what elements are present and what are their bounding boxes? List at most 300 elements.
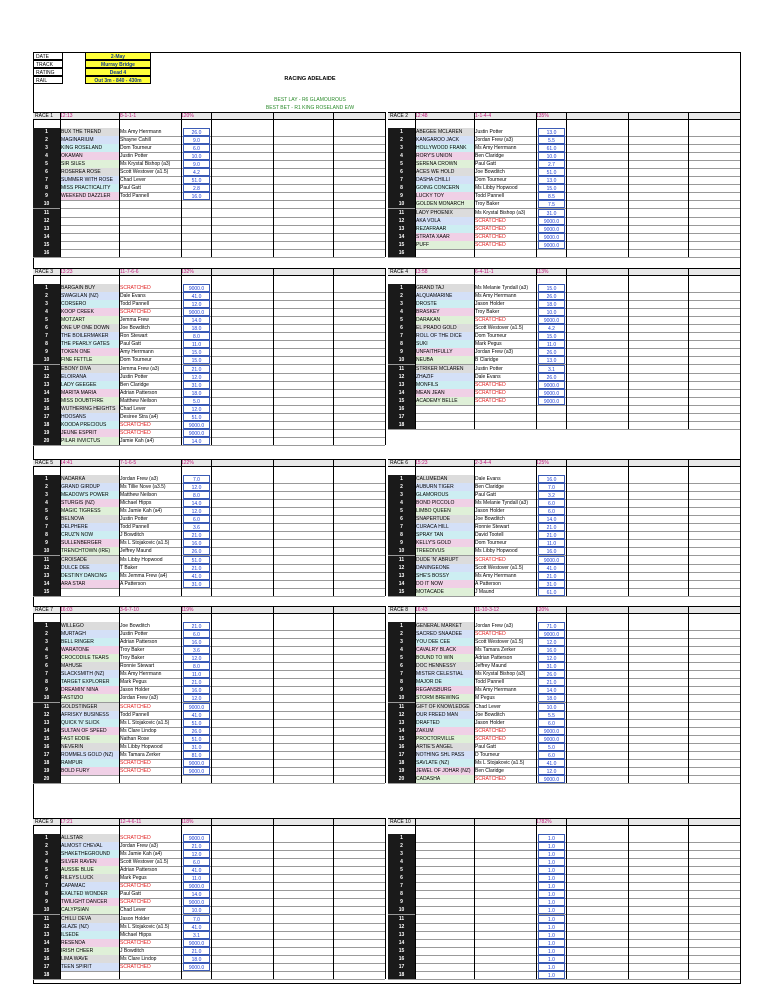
column-line: [415, 606, 416, 783]
jockey-name: Ms Amy Herrmann: [475, 293, 517, 300]
jockey-name: Ms Krystal Bishop (a3): [475, 671, 526, 678]
runner-number: 10: [388, 547, 415, 555]
race-percent: 120%: [181, 113, 194, 119]
runner-name: ARA STAR: [61, 580, 119, 588]
rating-label: RATING: [33, 68, 63, 76]
runner-name: MAGINARIUM: [61, 136, 119, 144]
column-line: [333, 268, 334, 445]
runner-number: 5: [388, 866, 415, 874]
runner-price: 18.0: [183, 955, 210, 963]
runner-price: 12.0: [183, 373, 210, 381]
column-line: [628, 459, 629, 596]
runner-number: 14: [33, 727, 60, 735]
runner-number: 1: [33, 128, 60, 136]
runner-number: 2: [33, 292, 60, 300]
runner-price: 31.0: [538, 580, 565, 588]
column-line: [688, 606, 689, 783]
jockey-name: Adrian Patterson: [120, 639, 158, 646]
jockey-name: Adrian Patterson: [475, 655, 513, 662]
runner-price: 6.0: [183, 630, 210, 638]
row-line: [33, 445, 385, 446]
jockey-name: Todd Pannell: [120, 193, 149, 200]
race-form: 2-3-4-4: [475, 460, 492, 466]
track-value: Murray Bridge: [85, 60, 151, 68]
runner-price: 10.0: [538, 703, 565, 711]
race-time: 14:41: [60, 460, 73, 466]
column-line: [60, 268, 61, 445]
runner-price: 12.0: [183, 654, 210, 662]
runner-price: 61.0: [538, 588, 565, 596]
runner-number: 17: [33, 963, 60, 971]
runner-name: SUKI: [416, 340, 474, 348]
column-line: [119, 268, 120, 445]
runner-number: 16: [388, 955, 415, 963]
runner-name: KANGAROO JACK: [416, 136, 474, 144]
race-form: 11-10-3-12: [475, 607, 500, 613]
jockey-name: Ms Jamie Kah (a4): [120, 851, 162, 858]
runner-price: 11.0: [183, 340, 210, 348]
jockey-name: Joe Bowditch: [475, 711, 505, 718]
runner-price: 15.0: [183, 348, 210, 356]
race-form: 3-6-7-10: [120, 607, 139, 613]
runner-name: BOUND TO WIN: [416, 654, 474, 662]
rating-value: Dead 4: [85, 68, 151, 76]
column-line: [688, 268, 689, 429]
runner-name: STRIKER MCLAREN: [416, 365, 474, 373]
runner-number: 19: [388, 767, 415, 775]
jockey-name: Scott Westover (a1.5): [475, 564, 524, 571]
column-line: [211, 112, 212, 257]
runner-price: 21.0: [538, 572, 565, 580]
column-line: [211, 459, 212, 596]
jockey-name: Dom Tourneur: [475, 333, 507, 340]
jockey-name: SCRATCHED: [120, 899, 151, 906]
runner-number: 6: [388, 324, 415, 332]
column-line: [60, 818, 61, 979]
runner-price: 9000.0: [538, 735, 565, 743]
column-line: [536, 818, 537, 979]
runner-price: 1.0: [538, 898, 565, 906]
runner-price: 11.0: [183, 874, 210, 882]
race-time: 12:13: [60, 113, 73, 119]
jockey-name: Jordan Frew (a3): [120, 843, 159, 850]
column-line: [628, 268, 629, 429]
runner-number: 16: [33, 405, 60, 413]
jockey-name: Paul Gatt: [120, 341, 141, 348]
column-line: [688, 818, 689, 979]
runner-price: 8.0: [183, 332, 210, 340]
runner-price: 9000.0: [538, 397, 565, 405]
column-line: [740, 268, 741, 429]
runner-number: 11: [388, 556, 415, 564]
runner-number: 13: [33, 381, 60, 389]
column-line: [385, 112, 386, 257]
runner-number: 14: [388, 939, 415, 947]
runner-price: 1.0: [538, 882, 565, 890]
race-form: 8-1-1-1: [120, 113, 137, 119]
runner-number: 12: [33, 711, 60, 719]
runner-number: 9: [33, 686, 60, 694]
runner-price: 7.0: [538, 483, 565, 491]
runner-number: 2: [388, 630, 415, 638]
runner-price: 21.0: [183, 842, 210, 850]
row-line: [33, 257, 385, 258]
runner-price: 51.0: [183, 719, 210, 727]
runner-name: CALUMEDAN: [416, 475, 474, 483]
runner-number: 18: [33, 759, 60, 767]
runner-price: 81.0: [183, 751, 210, 759]
runner-number: 1: [388, 284, 415, 292]
jockey-name: Ms Amy Herrmann: [475, 145, 517, 152]
jockey-name: Matthew Neilson: [120, 492, 157, 499]
column-line: [740, 818, 741, 979]
runner-name: MAJOR DE: [416, 678, 474, 686]
race-form: 12-4-6-11: [120, 819, 142, 825]
runner-price: 9000.0: [538, 775, 565, 783]
runner-price: 15.0: [538, 332, 565, 340]
jockey-name: Jordan Frew (a3): [475, 137, 514, 144]
column-line: [628, 112, 629, 257]
column-line: [119, 818, 120, 979]
runner-name: REZAFRAAR: [416, 225, 474, 233]
runner-name: GLAMOROUS: [416, 491, 474, 499]
race-time: 15:23: [415, 460, 428, 466]
jockey-name: SCRATCHED: [120, 939, 151, 946]
runner-number: 10: [33, 356, 60, 364]
runner-price: 16.0: [538, 475, 565, 483]
jockey-name: Mark Pegus: [475, 341, 502, 348]
jockey-name: Justin Potter: [120, 516, 148, 523]
runner-number: 16: [33, 743, 60, 751]
jockey-name: SCRATCHED: [120, 883, 151, 890]
jockey-name: SCRATCHED: [120, 309, 151, 316]
runner-name: BOND PICCOLO: [416, 499, 474, 507]
runner-price: 18.0: [183, 324, 210, 332]
rail-label: RAIL: [33, 76, 63, 84]
runner-number: 15: [388, 588, 415, 596]
runner-number: 6: [33, 874, 60, 882]
runner-number: 10: [388, 356, 415, 364]
race-percent: 120%: [536, 607, 549, 613]
runner-name: GLAZE (NZ): [61, 923, 119, 931]
runner-price: 1.0: [538, 890, 565, 898]
runner-number: 15: [33, 241, 60, 249]
runner-price: 9000.0: [538, 217, 565, 225]
runner-number: 15: [33, 947, 60, 955]
runner-number: 20: [33, 775, 60, 783]
jockey-name: Ronnie Stewart: [475, 524, 510, 531]
runner-name: PUFF: [416, 241, 474, 249]
runner-number: 4: [33, 499, 60, 507]
race-percent: 125%: [536, 460, 549, 466]
runner-number: 5: [33, 160, 60, 168]
jockey-name: Ms Libby Hopwood: [475, 548, 518, 555]
runner-name: WUTHERING HEIGHTS: [61, 405, 119, 413]
jockey-name: Scott Westover (a1.5): [120, 169, 169, 176]
runner-name: NOTHING SHL PASS: [416, 751, 474, 759]
jockey-name: Dom Tourneur: [475, 540, 507, 547]
runner-name: SACRED SNAADEE: [416, 630, 474, 638]
runner-number: 4: [388, 308, 415, 316]
runner-price: 51.0: [538, 168, 565, 176]
column-line: [211, 268, 212, 445]
runner-name: SUMMER WITH ROSE: [61, 176, 119, 184]
runner-price: 6.0: [183, 515, 210, 523]
jockey-name: Todd Pannell: [120, 711, 149, 718]
column-line: [181, 818, 182, 979]
runner-number: 20: [388, 775, 415, 783]
runner-number: 11: [388, 209, 415, 217]
runner-number: 3: [388, 850, 415, 858]
jockey-name: Scott Westover (a1.5): [475, 325, 524, 332]
runner-name: SPRAY TAN: [416, 531, 474, 539]
jockey-name: Paul Gatt: [120, 891, 141, 898]
jockey-name: SCRATCHED: [475, 381, 506, 388]
runner-price: 9.0: [183, 160, 210, 168]
runner-name: CROCODILE TEARS: [61, 654, 119, 662]
runner-name: ELOIRANA: [61, 373, 119, 381]
jockey-name: Ms Libby Hopwood: [475, 185, 518, 192]
runner-price: 26.0: [183, 547, 210, 555]
column-line: [119, 606, 120, 783]
runner-price: 31.0: [183, 381, 210, 389]
runner-price: 71.0: [538, 622, 565, 630]
runner-name: BUX THE TREND: [61, 128, 119, 136]
runner-name: TRENCHTOWN (IRE): [61, 547, 119, 555]
runner-name: GOLDEN MONARCH: [416, 200, 474, 208]
runner-name: YOU DEE CEE: [416, 638, 474, 646]
runner-name: SAVLATE (NZ): [416, 759, 474, 767]
runner-name: ALLSTAR: [61, 834, 119, 842]
runner-number: 13: [33, 719, 60, 727]
jockey-name: Dale Evans: [475, 373, 501, 380]
row-line: [388, 429, 740, 430]
runner-price: 14.0: [183, 316, 210, 324]
jockey-name: Jeffrey Maund: [475, 663, 507, 670]
runner-price: 11.0: [538, 539, 565, 547]
runner-price: 14.0: [183, 437, 210, 445]
runner-name: ALQUAMARINE: [416, 292, 474, 300]
runner-price: 31.0: [538, 209, 565, 217]
runner-price: 51.0: [183, 176, 210, 184]
column-line: [474, 606, 475, 783]
runner-number: 8: [33, 890, 60, 898]
jockey-name: Dom Tourneur: [475, 177, 507, 184]
runner-number: 6: [388, 874, 415, 882]
runner-price: 21.0: [183, 531, 210, 539]
runner-number: 3: [33, 300, 60, 308]
runner-price: 31.0: [183, 580, 210, 588]
runner-name: JEWEL OF JOHAR (NZ): [416, 767, 474, 775]
jockey-name: Ms Amy Herrmann: [475, 572, 517, 579]
runner-price: 10.0: [183, 152, 210, 160]
runner-number: 9: [33, 348, 60, 356]
runner-name: KELLY'S GOLD: [416, 539, 474, 547]
runner-price: 5.0: [538, 743, 565, 751]
jockey-name: Ms Clare Lindop: [120, 727, 157, 734]
runner-number: 16: [33, 249, 60, 257]
runner-name: GOLDSTINGER: [61, 703, 119, 711]
column-line: [474, 268, 475, 429]
jockey-name: Ms Libby Hopwood: [120, 743, 163, 750]
runner-number: 12: [33, 923, 60, 931]
jockey-name: Justin Potter: [120, 373, 148, 380]
runner-price: 9000.0: [538, 630, 565, 638]
runner-number: 13: [33, 225, 60, 233]
runner-number: 11: [388, 703, 415, 711]
runner-name: AUSSIE BLUE: [61, 866, 119, 874]
runner-number: 12: [388, 923, 415, 931]
race-percent: 122%: [181, 460, 194, 466]
runner-price: 15.0: [538, 184, 565, 192]
jockey-name: Paul Gatt: [475, 492, 496, 499]
runner-name: DARAKAN: [416, 316, 474, 324]
runner-price: 3.6: [183, 523, 210, 531]
race-label: RACE 9: [35, 819, 54, 825]
column-line: [273, 818, 274, 979]
runner-number: 4: [33, 308, 60, 316]
jockey-name: Adrian Patterson: [120, 389, 158, 396]
runner-number: 18: [388, 971, 415, 979]
runner-name: WILLEGO: [61, 622, 119, 630]
jockey-name: Ms Libby Hopwood: [120, 556, 163, 563]
runner-number: 5: [388, 316, 415, 324]
runner-number: 1: [388, 834, 415, 842]
runner-price: 26.0: [538, 292, 565, 300]
jockey-name: J Maund: [475, 588, 495, 595]
date-value: 2-May: [85, 52, 151, 60]
runner-number: 7: [33, 882, 60, 890]
jockey-name: Mark Pegus: [120, 875, 147, 882]
jockey-name: Matthew Neilson: [120, 397, 157, 404]
jockey-name: Scott Westover (a1.5): [475, 639, 524, 646]
jockey-name: Chad Lever: [120, 405, 146, 412]
runner-number: 14: [388, 389, 415, 397]
page-title: RACING ADELAIDE: [284, 76, 336, 82]
runner-number: 3: [33, 638, 60, 646]
jockey-name: Michael Hipps: [120, 500, 152, 507]
runner-name: PILAR INVICTUS: [61, 437, 119, 445]
runner-name: EBONY DIVA: [61, 365, 119, 373]
jockey-name: Jemma Frew (a3): [120, 365, 160, 372]
runner-number: 14: [388, 580, 415, 588]
jockey-name: Jason Holder: [120, 687, 150, 694]
runner-name: MEADOW'S POWER: [61, 491, 119, 499]
runner-price: 14.0: [538, 515, 565, 523]
runner-name: CURACA HILL: [416, 523, 474, 531]
jockey-name: Todd Pannell: [120, 524, 149, 531]
runner-price: 21.0: [183, 564, 210, 572]
runner-price: 26.0: [183, 727, 210, 735]
jockey-name: Jamie Kah (a4): [120, 437, 154, 444]
runner-price: 41.0: [538, 759, 565, 767]
column-line: [628, 818, 629, 979]
runner-number: 10: [33, 200, 60, 208]
runner-number: 16: [388, 405, 415, 413]
jockey-name: Jason Holder: [475, 301, 505, 308]
column-line: [536, 268, 537, 429]
column-line: [181, 459, 182, 596]
runner-number: 9: [33, 898, 60, 906]
runner-number: 9: [33, 539, 60, 547]
runner-name: MOTACADE: [416, 588, 474, 596]
runner-number: 8: [33, 531, 60, 539]
race-percent: 1782%: [536, 819, 552, 825]
runner-name: ACES WE HOLD: [416, 168, 474, 176]
runner-number: 9: [388, 539, 415, 547]
runner-number: 8: [33, 340, 60, 348]
runner-name: IRISH CHEER: [61, 947, 119, 955]
runner-number: 11: [33, 915, 60, 923]
runner-name: MARITA MARIA: [61, 389, 119, 397]
runner-number: 7: [388, 882, 415, 890]
runner-number: 19: [33, 429, 60, 437]
runner-name: ROSEREA ROSE: [61, 168, 119, 176]
jockey-name: SCRATCHED: [475, 241, 506, 248]
runner-number: 9: [33, 192, 60, 200]
runner-name: WEEKEND DAZZLER: [61, 192, 119, 200]
row-line: [388, 596, 740, 597]
runner-name: PROCTORVILLE: [416, 735, 474, 743]
runner-number: 3: [388, 638, 415, 646]
row-line: [33, 979, 385, 980]
column-line: [60, 606, 61, 783]
runner-number: 12: [33, 373, 60, 381]
runner-name: CAPAMAC: [61, 882, 119, 890]
race-label: RACE 10: [390, 819, 411, 825]
runner-number: 11: [33, 365, 60, 373]
runner-name: SLACKSMITH (NZ): [61, 670, 119, 678]
runner-name: CRUZ'N NOW: [61, 531, 119, 539]
jockey-name: Dale Evans: [475, 476, 501, 482]
jockey-name: Adrian Patterson: [120, 867, 158, 874]
jockey-name: SCRATCHED: [120, 703, 151, 710]
runner-name: DROSTE: [416, 300, 474, 308]
column-line: [211, 606, 212, 783]
runner-name: QUICK 'N' SLICK: [61, 719, 119, 727]
runner-number: 2: [33, 483, 60, 491]
jockey-name: Jordan Frew (a3): [475, 349, 514, 356]
runner-number: 2: [388, 842, 415, 850]
runner-name: TREEDIVUS: [416, 547, 474, 555]
runner-name: JEUNE ESPRIT: [61, 429, 119, 437]
best-lay: BEST LAY - R6 GLAMOUROUS: [274, 97, 346, 103]
race-percent: 113%: [536, 269, 549, 275]
runner-price: 9000.0: [183, 421, 210, 429]
runner-number: 12: [388, 217, 415, 225]
column-line: [385, 818, 386, 979]
runner-number: 1: [33, 284, 60, 292]
runner-number: 8: [388, 890, 415, 898]
runner-price: 6.0: [538, 499, 565, 507]
runner-price: 16.0: [183, 686, 210, 694]
runner-price: 5.0: [183, 397, 210, 405]
runner-number: 18: [388, 759, 415, 767]
runner-name: EXALTED WONDER: [61, 890, 119, 898]
jockey-name: Ben Claridge: [120, 381, 149, 388]
runner-number: 20: [33, 437, 60, 445]
runner-price: 14.0: [183, 890, 210, 898]
row-line: [33, 783, 385, 784]
runner-number: 19: [33, 767, 60, 775]
jockey-name: Ms Amy Herrmann: [120, 671, 162, 678]
runner-price: 41.0: [183, 923, 210, 931]
column-line: [333, 606, 334, 783]
jockey-name: A Patterson: [475, 580, 501, 587]
runner-price: 26.0: [538, 670, 565, 678]
runner-number: 5: [33, 507, 60, 515]
runner-name: SILVER RAVEN: [61, 858, 119, 866]
